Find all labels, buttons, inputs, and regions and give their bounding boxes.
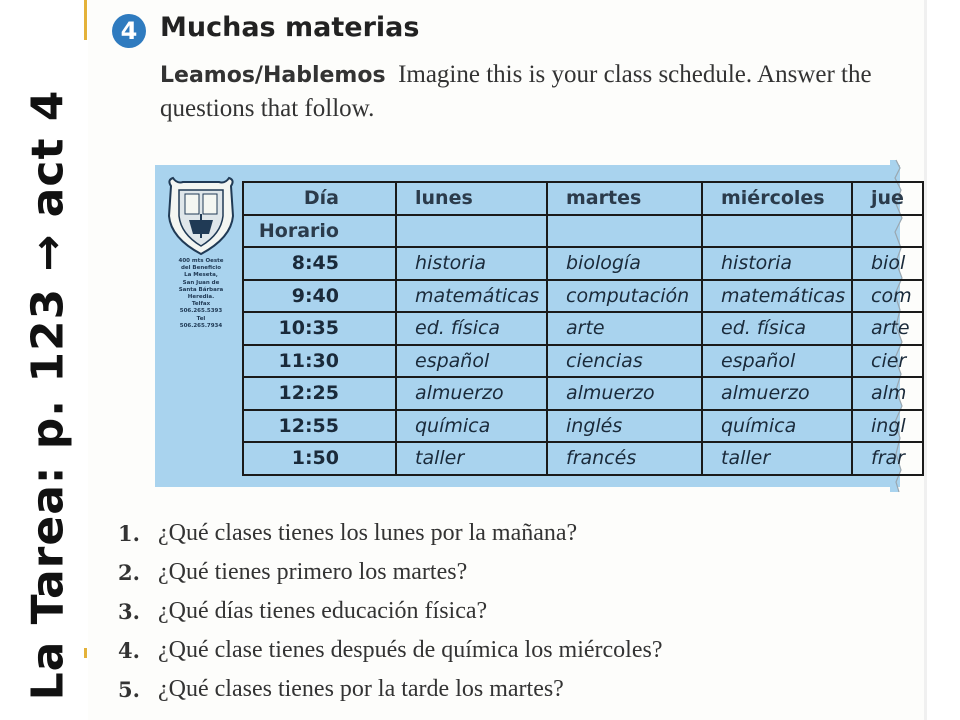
question-item bbox=[118, 670, 918, 709]
table-row bbox=[243, 377, 923, 410]
school-address bbox=[164, 258, 238, 330]
question-text: ¿Qué clases tienes por la tarde los martes? bbox=[158, 676, 564, 702]
school-address-line: San Juan de bbox=[182, 279, 220, 286]
class-cell: matemáticas bbox=[702, 280, 852, 313]
class-cell: com bbox=[852, 280, 923, 313]
column-header: martes bbox=[547, 182, 702, 215]
slide-title: La Tarea: p. 123 → act 4 bbox=[22, 89, 74, 701]
class-cell: ciencias bbox=[547, 345, 702, 378]
school-address-line: Santa Bárbara bbox=[178, 286, 224, 293]
class-cell: arte bbox=[852, 312, 923, 345]
question-text: ¿Qué días tienes educación física? bbox=[158, 598, 488, 624]
class-cell: historia bbox=[396, 247, 547, 280]
class-cell: almuerzo bbox=[547, 377, 702, 410]
class-cell: matemáticas bbox=[396, 280, 547, 313]
time-cell: 12:55 bbox=[243, 410, 396, 443]
class-cell: ed. física bbox=[396, 312, 547, 345]
column-header: miércoles bbox=[702, 182, 852, 215]
class-cell: inglés bbox=[547, 410, 702, 443]
time-cell: 11:30 bbox=[243, 345, 396, 378]
question-number: 2. bbox=[118, 560, 140, 585]
question-item bbox=[118, 553, 918, 592]
activity-title: Muchas materias bbox=[160, 12, 420, 43]
empty-cell bbox=[852, 215, 923, 248]
instructions-text: Imagine this is your class schedule. Answer the questions that follow. bbox=[160, 61, 872, 122]
schedule-table bbox=[242, 181, 924, 476]
class-cell: frar bbox=[852, 442, 923, 475]
row-header-horario: Horario bbox=[243, 215, 396, 248]
column-header: Día bbox=[243, 182, 396, 215]
school-crest-icon bbox=[163, 176, 239, 256]
school-address-line: Tel bbox=[196, 315, 206, 322]
question-item bbox=[118, 514, 918, 553]
instructions-lead: Leamos/Hablemos bbox=[160, 63, 386, 88]
instructions bbox=[160, 58, 930, 125]
question-text: ¿Qué tienes primero los martes? bbox=[158, 559, 468, 585]
table-row bbox=[243, 345, 923, 378]
question-item bbox=[118, 592, 918, 631]
time-cell: 1:50 bbox=[243, 442, 396, 475]
question-text: ¿Qué clases tienes los lunes por la mañana? bbox=[158, 520, 578, 546]
class-cell: taller bbox=[702, 442, 852, 475]
class-cell: biol bbox=[852, 247, 923, 280]
school-address-line: 400 mts Oeste bbox=[178, 258, 224, 264]
table-row bbox=[243, 442, 923, 475]
question-item bbox=[118, 631, 918, 670]
question-number: 1. bbox=[118, 521, 140, 546]
class-cell: biología bbox=[547, 247, 702, 280]
class-cell: español bbox=[702, 345, 852, 378]
class-cell: química bbox=[396, 410, 547, 443]
class-cell: computación bbox=[547, 280, 702, 313]
class-cell: almuerzo bbox=[396, 377, 547, 410]
slide-title-bar bbox=[0, 0, 88, 720]
question-number: 3. bbox=[118, 599, 140, 624]
class-cell: ingl bbox=[852, 410, 923, 443]
empty-cell bbox=[702, 215, 852, 248]
column-header: jue bbox=[852, 182, 923, 215]
empty-cell bbox=[396, 215, 547, 248]
class-cell: alm bbox=[852, 377, 923, 410]
time-cell: 9:40 bbox=[243, 280, 396, 313]
empty-cell bbox=[547, 215, 702, 248]
school-address-line: 506.265.7934 bbox=[179, 322, 223, 329]
school-address-line: La Meseta, bbox=[184, 272, 218, 279]
question-number: 5. bbox=[118, 677, 140, 702]
school-address-line: Heredia. bbox=[187, 294, 215, 301]
time-cell: 8:45 bbox=[243, 247, 396, 280]
table-row bbox=[243, 280, 923, 313]
question-list bbox=[118, 514, 918, 709]
accent-tick bbox=[84, 648, 87, 658]
class-cell: español bbox=[396, 345, 547, 378]
table-subheader-row bbox=[243, 215, 923, 248]
time-cell: 12:25 bbox=[243, 377, 396, 410]
school-address-line: Telfax bbox=[191, 301, 211, 308]
school-address-line: del Beneficio bbox=[180, 265, 222, 272]
class-cell: química bbox=[702, 410, 852, 443]
class-cell: almuerzo bbox=[702, 377, 852, 410]
class-cell: cier bbox=[852, 345, 923, 378]
accent-line bbox=[84, 0, 87, 40]
class-cell: taller bbox=[396, 442, 547, 475]
schedule-table-wrapper bbox=[242, 179, 912, 489]
table-row bbox=[243, 312, 923, 345]
question-number: 4. bbox=[118, 638, 140, 663]
column-header: lunes bbox=[396, 182, 547, 215]
table-row bbox=[243, 247, 923, 280]
class-cell: arte bbox=[547, 312, 702, 345]
table-header-row bbox=[243, 182, 923, 215]
question-text: ¿Qué clase tienes después de química los miércoles? bbox=[158, 637, 663, 663]
class-cell: ed. física bbox=[702, 312, 852, 345]
class-cell: francés bbox=[547, 442, 702, 475]
activity-number-badge: 4 bbox=[112, 14, 146, 48]
time-cell: 10:35 bbox=[243, 312, 396, 345]
school-address-line: 506.265.5393 bbox=[179, 308, 223, 315]
table-row bbox=[243, 410, 923, 443]
class-cell: historia bbox=[702, 247, 852, 280]
